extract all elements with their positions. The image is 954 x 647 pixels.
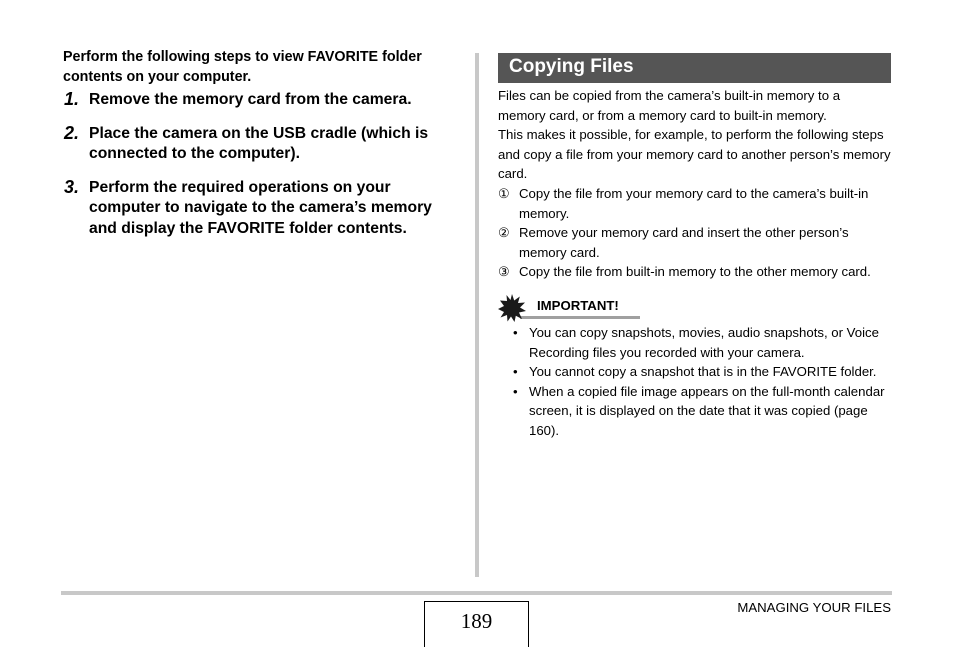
- right-column: [498, 53, 891, 441]
- intro-text: Perform the following steps to view FAVORITE folder contents on your computer.: [63, 49, 422, 85]
- column-divider: [475, 53, 479, 577]
- paragraph: Files can be copied from the camera’s built-in memory to a memory card, or from a memory card to built-in memory.: [498, 88, 841, 123]
- list-item: [513, 323, 891, 362]
- important-underline: [520, 316, 640, 319]
- numbered-item-text: Copy the file from your memory card to the camera’s built-in memory.: [519, 185, 869, 221]
- step-text: Perform the required operations on your computer to navigate to the camera’s memory and display the FAVORITE folder contents.: [89, 178, 432, 237]
- important-heading: [498, 297, 891, 323]
- page-number: 189: [424, 601, 529, 647]
- list-item: [513, 382, 891, 441]
- step-number: 1.: [64, 89, 80, 109]
- left-column: [63, 47, 463, 252]
- step-number: 2.: [64, 122, 80, 143]
- bullet-icon: •: [513, 383, 518, 399]
- circled-number: ①: [498, 185, 510, 201]
- bullet-icon: •: [513, 364, 518, 380]
- numbered-item: [498, 184, 891, 223]
- list-item: [513, 362, 891, 382]
- circled-number: ③: [498, 264, 510, 280]
- footer-section-name: MANAGING YOUR FILES: [737, 600, 891, 615]
- numbered-item: [498, 262, 891, 282]
- numbered-item-text: Copy the file from built-in memory to the other memory card.: [519, 264, 871, 280]
- step-1: [63, 90, 463, 111]
- step-2: [63, 124, 463, 165]
- step-number: 3.: [64, 176, 80, 197]
- list-item-text: You cannot copy a snapshot that is in the FAVORITE folder.: [529, 364, 877, 380]
- important-bullet-list: [498, 323, 891, 441]
- step-text: Remove the memory card from the camera.: [89, 91, 412, 108]
- list-item-text: You can copy snapshots, movies, audio snapshots, or Voice Recording files you recorded with your camera.: [529, 324, 879, 360]
- numbered-item: [498, 223, 891, 262]
- paragraph: This makes it possible, for example, to perform the following steps and copy a file from your memory card to another person’s memory card.: [498, 127, 891, 182]
- important-label: IMPORTANT!: [537, 297, 619, 313]
- numbered-item-text: Remove your memory card and insert the other person’s memory card.: [519, 225, 849, 260]
- footer-rule: [61, 591, 892, 595]
- step-text: Place the camera on the USB cradle (which is connected to the computer).: [89, 124, 429, 162]
- list-item-text: When a copied file image appears on the full-month calendar screen, it is displayed on the date that it was copied (page 160).: [529, 383, 885, 438]
- bullet-icon: •: [513, 324, 518, 340]
- circled-number: ②: [498, 225, 510, 241]
- step-3: [63, 178, 463, 240]
- starburst-icon: [498, 294, 526, 322]
- section-title: Copying Files: [498, 53, 891, 83]
